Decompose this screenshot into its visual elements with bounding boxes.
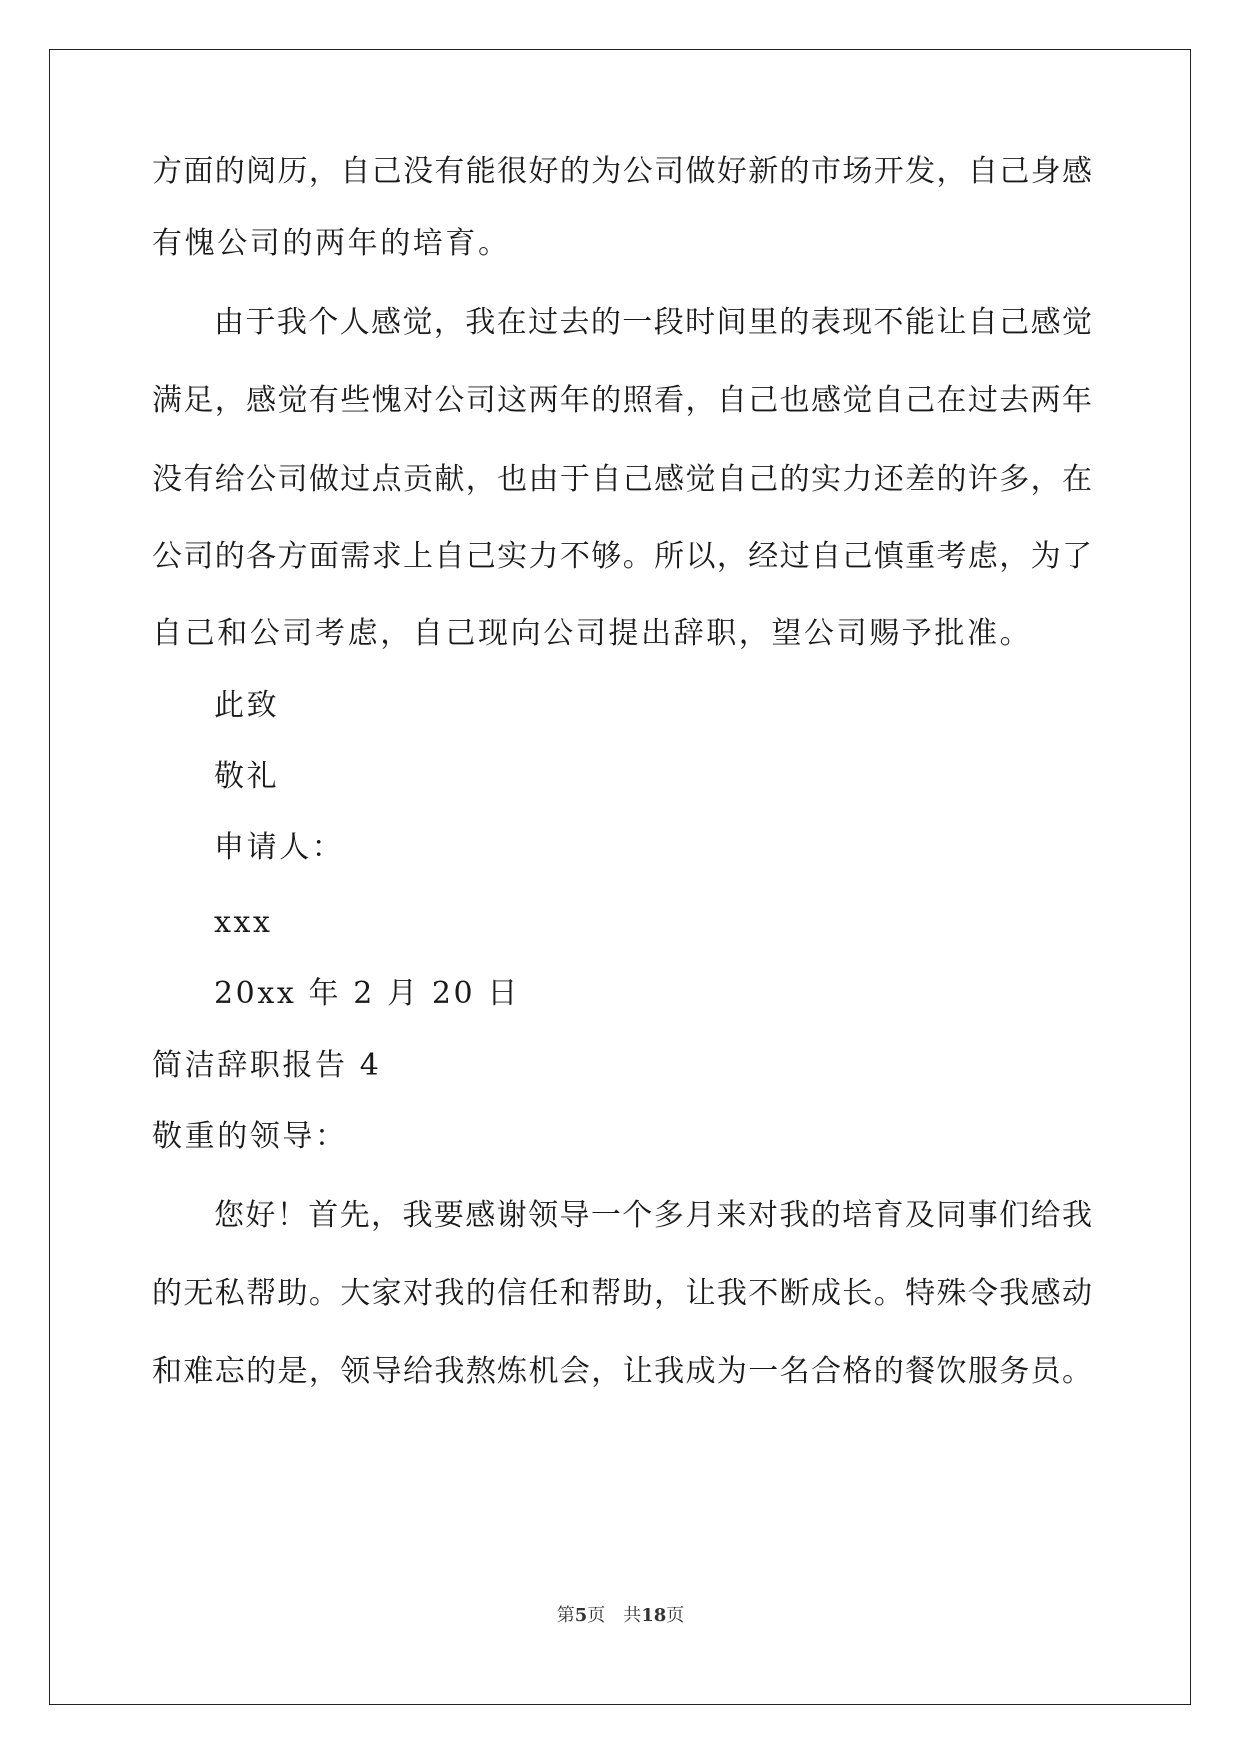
paragraph-line: 由于我个人感觉，我在过去的一段时间里的表现不能让自己感觉 — [214, 305, 1092, 340]
total-pages: 18 — [641, 1605, 667, 1626]
page-footer — [0, 1604, 1241, 1628]
closing-salutation: 此致 — [214, 688, 280, 723]
paragraph-line: 没有给公司做过点贡献，也由于自己感觉自己的实力还差的许多，在 — [152, 462, 1092, 497]
letter-greeting: 敬重的领导： — [152, 1119, 348, 1154]
page-suffix: 页 — [587, 1605, 606, 1626]
paragraph-line: 的无私帮助。大家对我的信任和帮助，让我不断成长。特殊令我感动 — [152, 1276, 1092, 1311]
closing-regards: 敬礼 — [214, 759, 280, 794]
section-heading: 简洁辞职报告 4 — [152, 1048, 382, 1083]
paragraph-line: 方面的阅历，自己没有能很好的为公司做好新的市场开发，自己身感 — [152, 154, 1092, 189]
paragraph-line: 满足，感觉有些愧对公司这两年的照看，自己也感觉自己在过去两年 — [152, 383, 1092, 418]
paragraph-line: 您好！首先，我要感谢领导一个多月来对我的培育及同事们给我 — [214, 1198, 1092, 1233]
applicant-name: xxx — [214, 905, 273, 940]
paragraph-line: 有愧公司的两年的培育。 — [152, 226, 511, 261]
page-prefix: 第 — [556, 1605, 575, 1626]
paragraph-line: 和难忘的是，领导给我熬炼机会，让我成为一名合格的餐饮服务员。 — [152, 1354, 1092, 1389]
total-suffix: 页 — [666, 1605, 685, 1626]
paragraph-line: 公司的各方面需求上自己实力不够。所以，经过自己慎重考虑，为了 — [152, 539, 1092, 574]
date-line: 20xx 年 2 月 20 日 — [214, 976, 520, 1011]
total-prefix: 共 — [623, 1605, 642, 1626]
page-border — [49, 49, 1191, 1705]
paragraph-line: 自己和公司考虑，自己现向公司提出辞职，望公司赐予批准。 — [152, 616, 1033, 651]
applicant-label: 申请人： — [214, 830, 345, 865]
page-number: 5 — [574, 1605, 588, 1626]
